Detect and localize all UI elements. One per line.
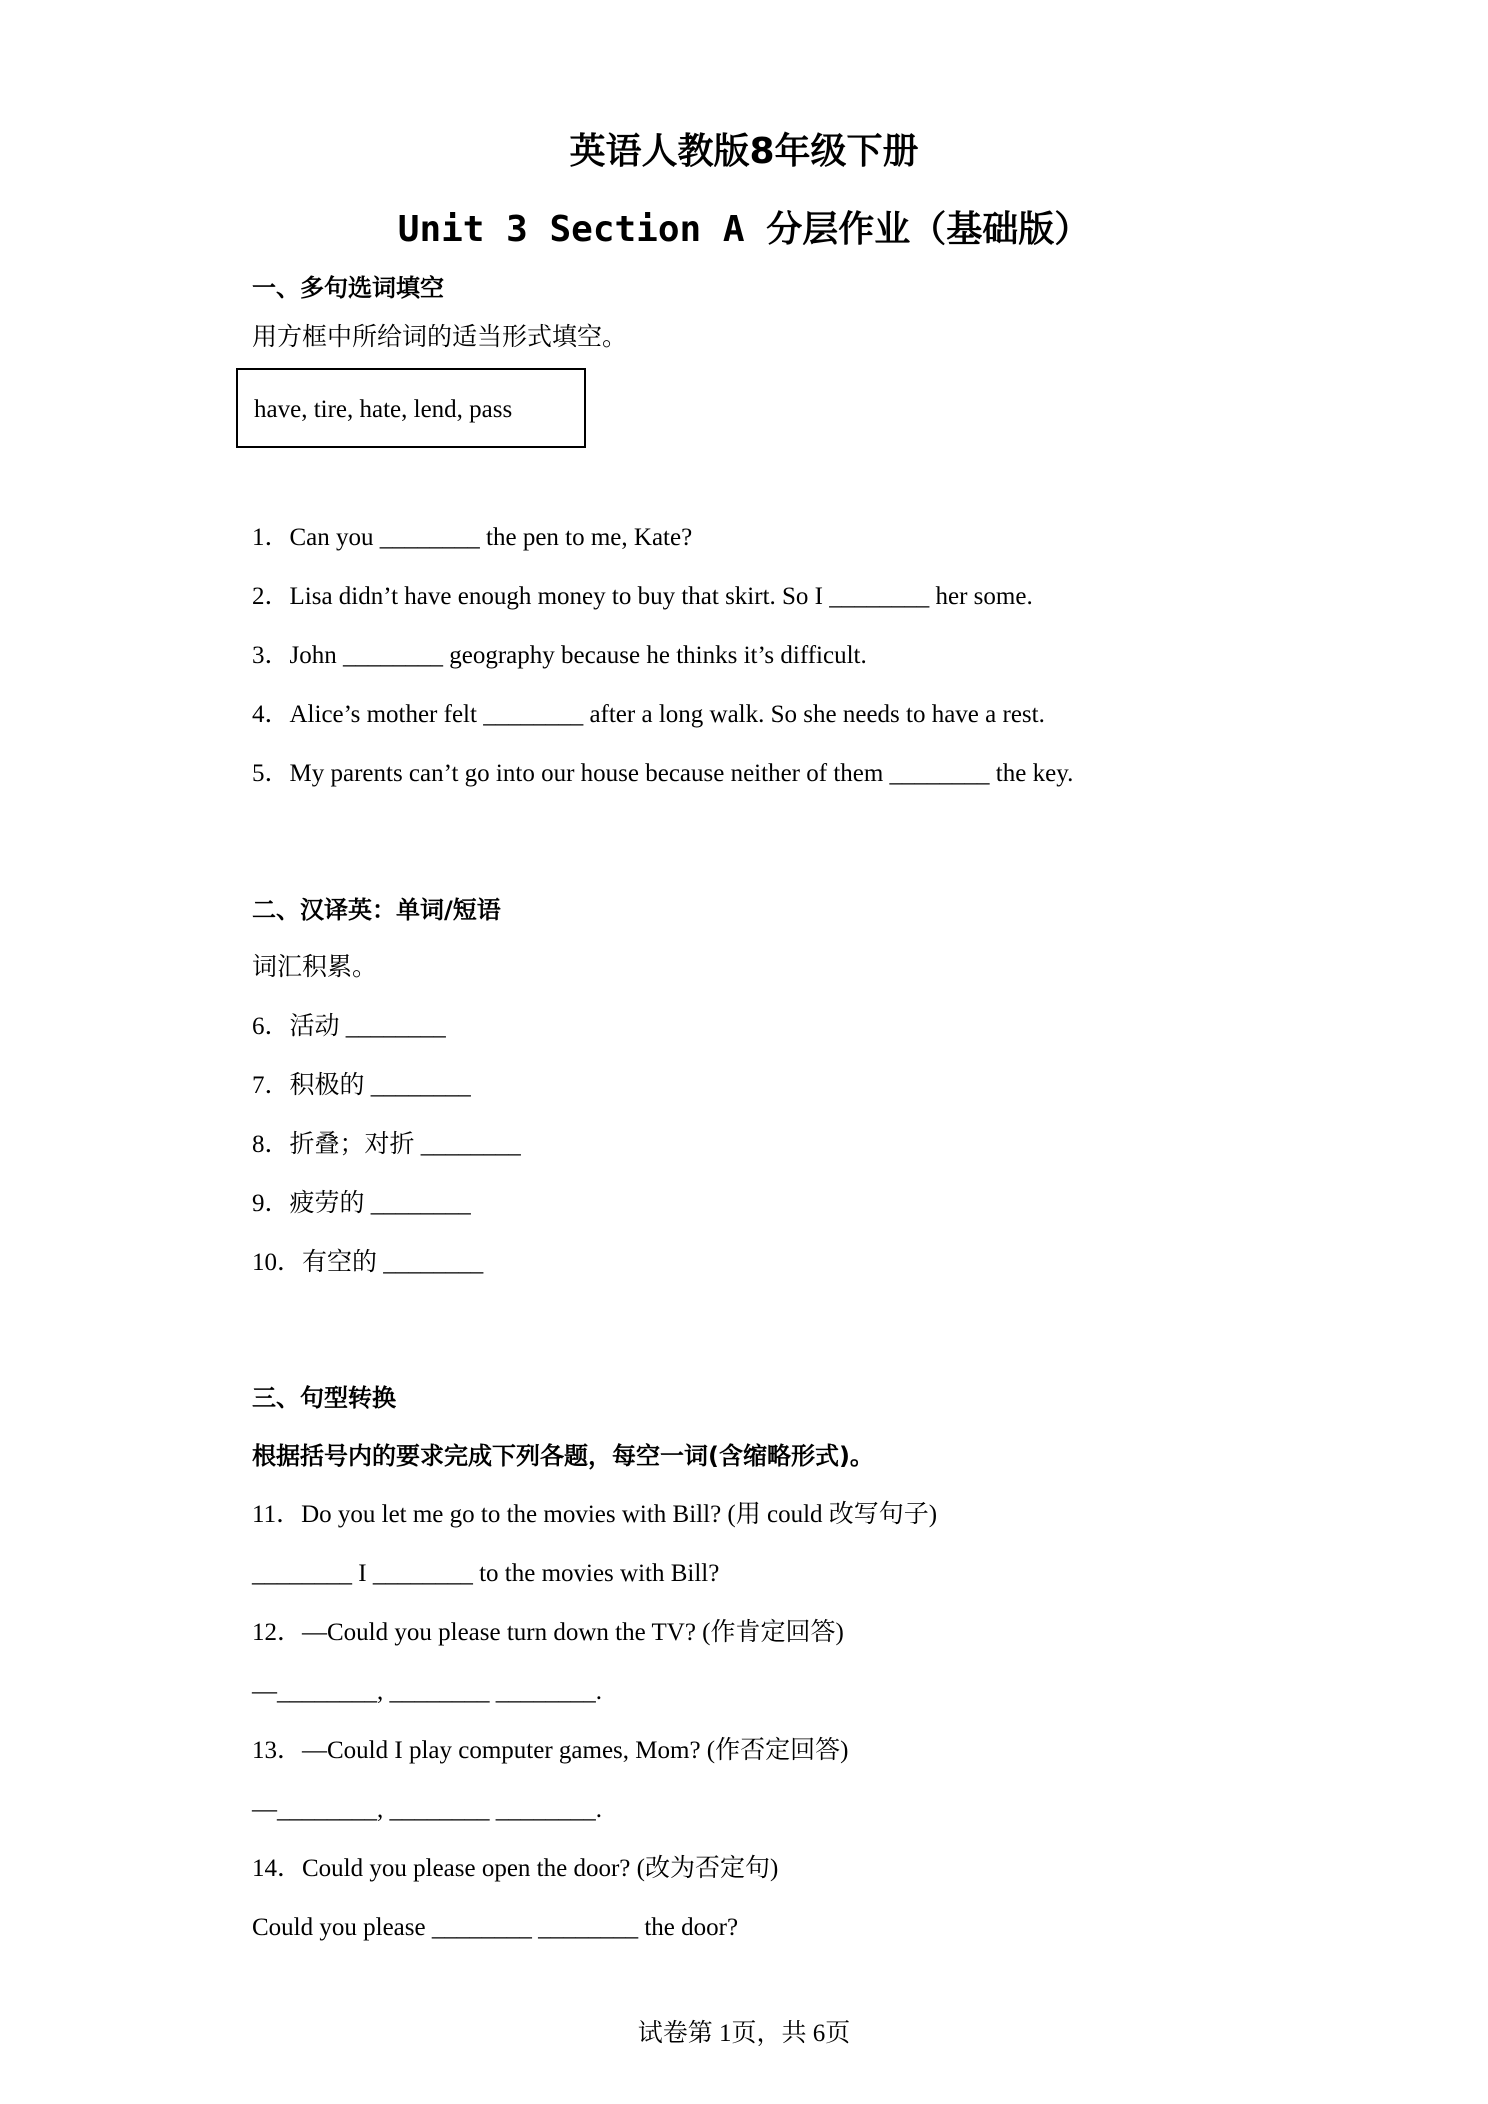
question-5: 5．My parents can’t go into our house because neither of them ________ the key. [252, 760, 1074, 787]
question-12: 12．—Could you please turn down the TV? (作肯定回答) [252, 1619, 844, 1646]
answer-line-14: Could you please ________ ________ the door? [252, 1914, 739, 1941]
question-6: 6．活动 ________ [252, 1013, 446, 1040]
question-13: 13．—Could I play computer games, Mom? (作否定回答) [252, 1737, 849, 1764]
question-10: 10．有空的 ________ [252, 1249, 484, 1276]
question-2: 2．Lisa didn’t have enough money to buy that skirt. So I ________ her some. [252, 583, 1033, 610]
section-2-heading: 二、汉译英：单词/短语 [252, 896, 501, 924]
word-box-words: have, tire, hate, lend, pass [254, 396, 513, 423]
question-4: 4．Alice’s mother felt ________ after a long walk. So she needs to have a rest. [252, 701, 1045, 728]
section-1-heading: 一、多句选词填空 [252, 274, 444, 302]
question-11: 11．Do you let me go to the movies with Bill? (用 could 改写句子) [252, 1501, 938, 1528]
section-3-instruction: 根据括号内的要求完成下列各题，每空一词(含缩略形式)。 [252, 1442, 874, 1470]
section-2-instruction: 词汇积累。 [252, 954, 378, 981]
page-subtitle: Unit 3 Section A 分层作业（基础版） [397, 209, 1091, 250]
answer-line-12: —________, ________ ________. [252, 1678, 602, 1705]
question-14: 14．Could you please open the door? (改为否定句) [252, 1855, 779, 1882]
answer-line-13: —________, ________ ________. [252, 1796, 602, 1823]
section-3-heading: 三、句型转换 [252, 1384, 396, 1412]
page-title: 英语人教版8年级下册 [569, 131, 919, 172]
question-3: 3．John ________ geography because he thinks it’s difficult. [252, 642, 867, 669]
page-footer: 试卷第 1页，共 6页 [637, 2020, 851, 2047]
question-7: 7．积极的 ________ [252, 1072, 471, 1099]
question-1: 1．Can you ________ the pen to me, Kate? [252, 524, 693, 551]
question-9: 9．疲劳的 ________ [252, 1190, 471, 1217]
answer-line-11: ________ I ________ to the movies with Bill? [252, 1560, 720, 1587]
section-1-instruction: 用方框中所给词的适当形式填空。 [252, 324, 628, 351]
question-8: 8．折叠；对折 ________ [252, 1131, 521, 1158]
word-box [236, 368, 586, 448]
